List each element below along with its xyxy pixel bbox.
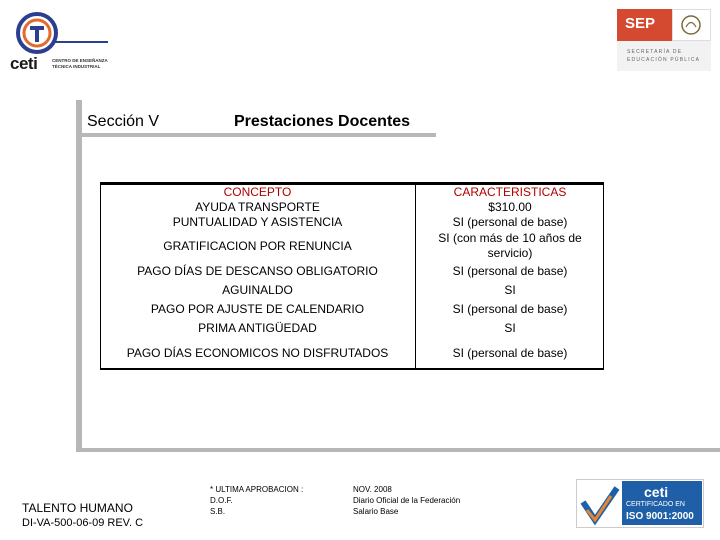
sep-subtitle: SECRETARÍA DE EDUCACIÓN PÚBLICA — [627, 49, 701, 63]
vertical-rule — [76, 100, 82, 452]
iso-ceti-text: ceti — [644, 484, 669, 500]
iso-standard-text: ISO 9001:2000 — [626, 511, 694, 522]
mexico-seal-icon — [672, 9, 711, 41]
concept-column-header: CONCEPTO — [100, 182, 416, 200]
page-title: Prestaciones Docentes — [234, 113, 411, 130]
header-rule — [76, 133, 436, 137]
footer-rule — [76, 448, 720, 452]
table-row: PRIMA ANTIGÜEDAD SI — [100, 319, 604, 338]
iso-certified-text: CERTIFICADO EN — [626, 501, 685, 508]
ceti-wordmark: ceti — [10, 54, 38, 73]
table-row: PUNTUALIDAD Y ASISTENCIA SI (personal de base) — [100, 215, 604, 230]
benefits-table — [100, 182, 604, 369]
document-code: DI-VA-500-06-09 REV. C — [22, 517, 144, 529]
table-row: AYUDA TRANSPORTE $310.00 — [100, 200, 604, 215]
table-row: PAGO DÍAS DE DESCANSO OBLIGATORIO SI (personal de base) — [100, 262, 604, 281]
table-row: PAGO DÍAS ECONOMICOS NO DISFRUTADOS SI (personal de base) — [100, 338, 604, 369]
notes-labels: * ULTIMA APROBACION : D.O.F. S.B. — [210, 485, 304, 516]
table-top-border-left — [100, 182, 416, 185]
checkmark-icon — [577, 480, 623, 527]
department-label: TALENTO HUMANO — [22, 501, 133, 515]
characteristics-column-header: CARACTERISTICAS — [453, 184, 567, 199]
ceti-subtitle: CENTRO DE ENSEÑANZA TÉCNICA INDUSTRIAL — [52, 58, 108, 69]
table-row: AGUINALDO SI — [100, 281, 604, 300]
section-label: Sección V — [87, 113, 160, 130]
sep-wordmark: SEP — [625, 15, 656, 32]
table-row: PAGO POR AJUSTE DE CALENDARIO SI (personal de base) — [100, 300, 604, 319]
table-top-border-right — [416, 182, 604, 185]
table-row: GRATIFICACION POR RENUNCIA SI (con más de 10 años de servicio) — [100, 230, 604, 262]
notes-values: NOV. 2008 Diario Oficial de la Federación Salario Base — [353, 485, 461, 516]
